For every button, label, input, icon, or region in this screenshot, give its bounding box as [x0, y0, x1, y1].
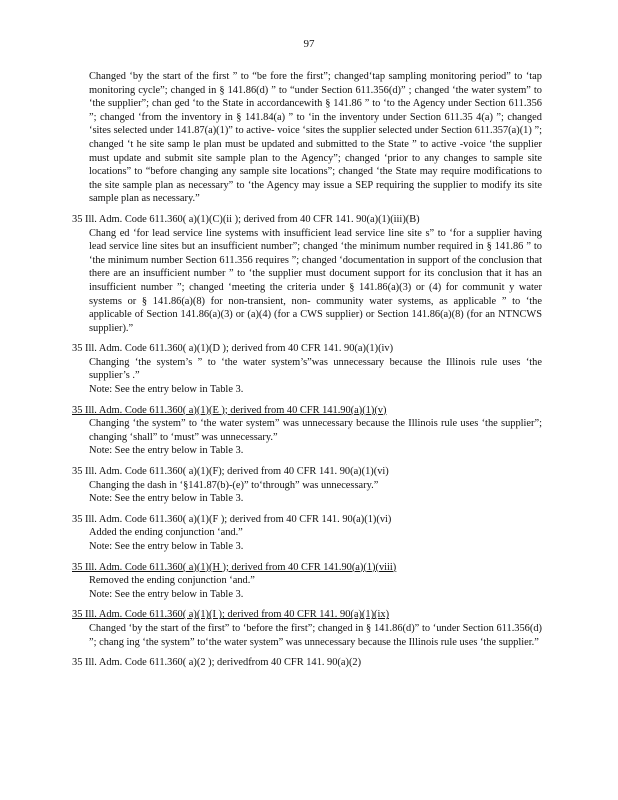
- entry-citation: 35 Ill. Adm. Code 611.360( a)(1)(F ); derived from 40 CFR 141. 90(a)(1)(vi): [72, 513, 392, 525]
- entry: [72, 656, 542, 670]
- entry: [72, 513, 542, 554]
- document-content: [72, 70, 542, 677]
- entry-citation: 35 Ill. Adm. Code 611.360( a)(1)(D ); derived from 40 CFR 141. 90(a)(1)(iv): [72, 343, 394, 355]
- entry-list: [72, 213, 542, 670]
- entry-citation: 35 Ill. Adm. Code 611.360( a)(1)(I ); derived from 40 CFR 141. 90(a)(1)(ix): [72, 609, 390, 621]
- entry-body: Changing ‘the system” to ‘the water system” was unnecessary because the Illinois rule uses ‘the supplier”; changing ‘shall” to ‘must” was unnecessary.”: [89, 418, 542, 443]
- entry-note: Note: See the entry below in Table 3.: [89, 445, 244, 457]
- entry: [72, 213, 542, 335]
- intro-paragraph: [72, 70, 542, 206]
- entry-citation: 35 Ill. Adm. Code 611.360( a)(1)(E ); derived from 40 CFR 141.90(a)(1)(v): [72, 404, 387, 416]
- entry: [72, 404, 542, 458]
- entry: [72, 608, 542, 649]
- entry-body: Chang ed ‘for lead service line systems with insufficient lead service line site s” to ‘for a supplier having lead service line sites but an insufficient number”; changed ‘the minimum number required in § 141.86 ” to ‘the minimum number Section 611.356 requires ”; changed ‘documentation in support of the conclusion that there are an insufficient number ” to ‘the supplier must document support for its conclusion that it has an insufficient number ”; changed ‘meeting the criteria under § 141.86(a)(3) or (4) for communit y water systems or § 141.86(a)(8) for non-transient, non- community water systems, as applicable ” to ‘the applicable of Section 141.86(a)(3) or (a)(4) (for a CWS supplier) or Section 141.86(a)(8) (for an NTNCWS supplier).”: [89, 227, 542, 334]
- entry-note: Note: See the entry below in Table 3.: [89, 588, 244, 600]
- entry-citation: 35 Ill. Adm. Code 611.360( a)(2 ); derivedfrom 40 CFR 141. 90(a)(2): [72, 657, 362, 669]
- entry-citation: 35 Ill. Adm. Code 611.360( a)(1)(H ); derived from 40 CFR 141.90(a)(1)(viii): [72, 561, 397, 573]
- entry-body: Changing the dash in ‘§141.87(b)-(e)” to‘through” was unnecessary.”: [89, 479, 379, 491]
- page-number: 97: [303, 38, 315, 50]
- entry-citation: 35 Ill. Adm. Code 611.360( a)(1)(F); derived from 40 CFR 141. 90(a)(1)(vi): [72, 466, 389, 478]
- entry-body: Changed ‘by the start of the first” to ‘before the first”; changed in § 141.86(d)” to ‘under Section 611.356(d) ”; chang ing ‘the system” to‘the water system” was unnecessary because the Illinois rule uses ‘the supplier.”: [89, 622, 542, 648]
- entry-note: Note: See the entry below in Table 3.: [89, 384, 244, 396]
- entry-body: Added the ending conjunction ‘and.”: [89, 527, 243, 539]
- entry-citation: 35 Ill. Adm. Code 611.360( a)(1)(C)(ii ); derived from 40 CFR 141. 90(a)(1)(iii)(B): [72, 213, 420, 225]
- entry-note: Note: See the entry below in Table 3.: [89, 493, 244, 505]
- entry-note: Note: See the entry below in Table 3.: [89, 541, 244, 552]
- entry-body: Changing ‘the system’s ” to ‘the water system’s”was unnecessary because the Illinois rule uses ‘the supplier’s .”: [89, 356, 542, 382]
- entry-body: Removed the ending conjunction ‘and.”: [89, 575, 255, 587]
- entry: [72, 465, 542, 506]
- entry: [72, 561, 542, 602]
- entry: [72, 342, 542, 396]
- intro-text: Changed ‘by the start of the first ” to “be fore the first”; changed‘tap sampling monitoring period” to ‘tap monitoring cycle”; changed in § 141.86(d) ” to “under Section 611.356(d)” ; changed ‘the water system” to ‘the supplier”; chan ged ‘to the State in accordancewith § 141.86 ” to ‘to the Agency under Section 611.356 ”; changed ‘from the inventory in § 141.84(a) ” to ‘in the inventory under Section 611.35 4(a) ”; changed ‘sites selected under 141.87(a)(1)” to active- voice ‘sites the supplier selected under Section 611.357(a)(1) ”; changed ‘t he site samp le plan must be updated and submitted to the State ” to active -voice ‘the supplier must update and submit site sample plan to the Agency”; changed ‘prior to any changes to sample site locations” to “before changing any sample site locations”; changed ‘the State may require modifications to the site sample plan as necessary” to ‘the Agency may issue a SEP requiring the supplier to modify its site sample plan as necessary.”: [89, 71, 542, 205]
